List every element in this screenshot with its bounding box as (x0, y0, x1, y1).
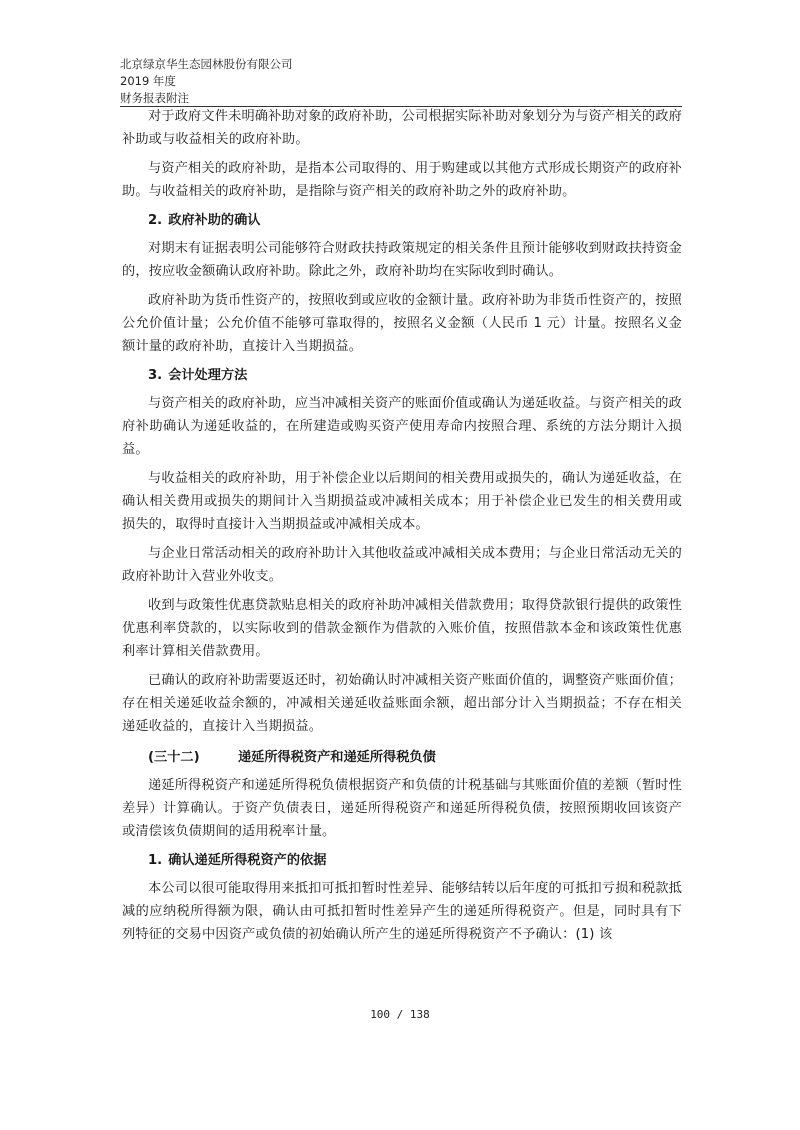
paragraph: 与资产相关的政府补助，应当冲减相关资产的账面价值或确认为递延收益。与资产相关的政府补助确认为递延收益的，在所建造或购买资产使用寿命内按照合理、系统的方法分期计入损益。 (122, 396, 682, 457)
header-company: 北京绿京华生态园林股份有限公司 (120, 57, 293, 71)
header-doc-title: 财务报表附注 (120, 91, 189, 105)
paragraph: 对于政府文件未明确补助对象的政府补助，公司根据实际补助对象划分为与资产相关的政府补助或与收益相关的政府补助。 (122, 109, 682, 147)
document-body (122, 105, 682, 952)
heading-number: 2. (148, 213, 163, 228)
paragraph: 与资产相关的政府补助，是指本公司取得的、用于购建或以其他方式形成长期资产的政府补助。与收益相关的政府补助，是指除与资产相关的政府补助之外的政府补助。 (122, 161, 682, 199)
paragraph: 与企业日常活动相关的政府补助计入其他收益或冲减相关成本费用；与企业日常活动无关的政府补助计入营业外收支。 (122, 546, 682, 584)
page-header (120, 56, 680, 107)
section-heading-deferred-tax (122, 746, 682, 769)
heading-text: 递延所得税资产和递延所得税负债 (238, 750, 436, 765)
paragraph: 已确认的政府补助需要返还时，初始确认时冲减相关资产账面价值的，调整资产账面价值；存在相关递延收益余额的，冲减相关递延收益账面余额，超出部分计入当期损益；不存在相关递延收益的，直接计入当期损益。 (122, 673, 682, 734)
paragraph: 收到与政策性优惠贷款贴息相关的政府补助冲减相关借款费用；取得贷款银行提供的政策性优惠利率贷款的，以实际收到的借款金额作为借款的入账价值，按照借款本金和该政策性优惠利率计算相关借款费用。 (122, 598, 682, 659)
paragraph: 政府补助为货币性资产的，按照收到或应收的金额计量。政府补助为非货币性资产的，按照公允价值计量；公允价值不能够可靠取得的，按照名义金额（人民币 1 元）计量。按照名义金额计量的政府补助，直接计入当期损益。 (122, 293, 682, 354)
heading-number: 3. (148, 368, 163, 383)
header-year: 2019 年度 (120, 74, 176, 88)
section-heading-basis (122, 849, 682, 872)
paragraph: 本公司以很可能取得用来抵扣可抵扣暂时性差异、能够结转以后年度的可抵扣亏损和税款抵减的应纳税所得额为限，确认由可抵扣暂时性差异产生的递延所得税资产。但是，同时具有下列特征的交易中因资产或负债的初始确认所产生的递延所得税资产不予确认：(1) 该 (122, 881, 682, 942)
section-heading-recognition (122, 209, 682, 232)
heading-number: 1. (148, 853, 163, 868)
section-heading-accounting (122, 364, 682, 387)
page-number: 100 / 138 (370, 1008, 430, 1021)
heading-text: 会计处理方法 (168, 368, 248, 383)
heading-text: 确认递延所得税资产的依据 (168, 853, 327, 868)
paragraph: 递延所得税资产和递延所得税负债根据资产和负债的计税基础与其账面价值的差额（暂时性差异）计算确认。于资产负债表日，递延所得税资产和递延所得税负债，按照预期收回该资产或清偿该负债期间的适用税率计量。 (122, 778, 682, 839)
paragraph: 与收益相关的政府补助，用于补偿企业以后期间的相关费用或损失的，确认为递延收益，在确认相关费用或损失的期间计入当期损益或冲减相关成本；用于补偿企业已发生的相关费用或损失的，取得时直接计入当期损益或冲减相关成本。 (122, 471, 682, 532)
paragraph: 对期末有证据表明公司能够符合财政扶持政策规定的相关条件且预计能够收到财政扶持资金的，按应收金额确认政府补助。除此之外，政府补助均在实际收到时确认。 (122, 241, 682, 279)
heading-number: (三十二) (148, 750, 200, 765)
heading-text: 政府补助的确认 (168, 213, 261, 228)
